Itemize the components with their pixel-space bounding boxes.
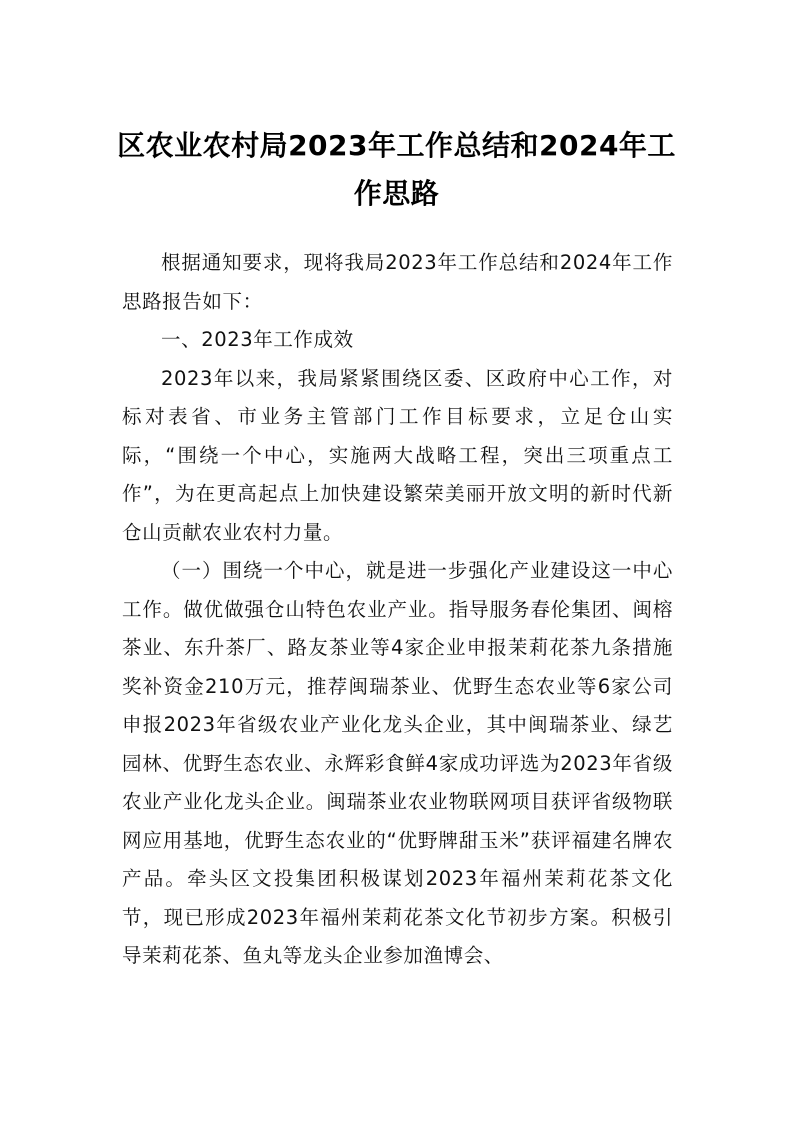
document-title: 区农业农村局2023年工作总结和2024年工作思路	[117, 129, 676, 210]
paragraph-center-work: （一）围绕一个中心，就是进一步强化产业建设这一中心工作。做优做强仓山特色农业产业。指导服务春伦集团、闽榕茶业、东升茶厂、路友茶业等4家企业申报茉莉花茶九条措施奖补资金210万元，推荐闽瑞茶业、优野生态农业等6家公司申报2023年省级农业产业化龙头企业，其中闽瑞茶业、绿艺园林、优野生态农业、永辉彩食鲜4家成功评选为2023年省级农业产业化龙头企业。闽瑞茶业农业物联网项目获评省级物联网应用基地，优野生态农业的“优野牌甜玉米”获评福建名牌农产品。牵头区文投集团积极谋划2023年福州茉莉花茶文化节，现已形成2023年福州茉莉花茶文化节初步方案。积极引导茉莉花茶、鱼丸等龙头企业参加渔博会、	[122, 559, 673, 967]
paragraph-intro: 根据通知要求，现将我局2023年工作总结和2024年工作思路报告如下：	[122, 251, 673, 313]
document-body	[122, 244, 673, 976]
paragraph-overview: 2023年以来，我局紧紧围绕区委、区政府中心工作，对标对表省、市业务主管部门工作目标要求，立足仓山实际，“围绕一个中心，实施两大战略工程，突出三项重点工作”，为在更高起点上加快建设繁荣美丽开放文明的新时代新仓山贡献农业农村力量。	[122, 366, 673, 544]
section-heading-achievements: 一、2023年工作成效	[161, 328, 354, 351]
